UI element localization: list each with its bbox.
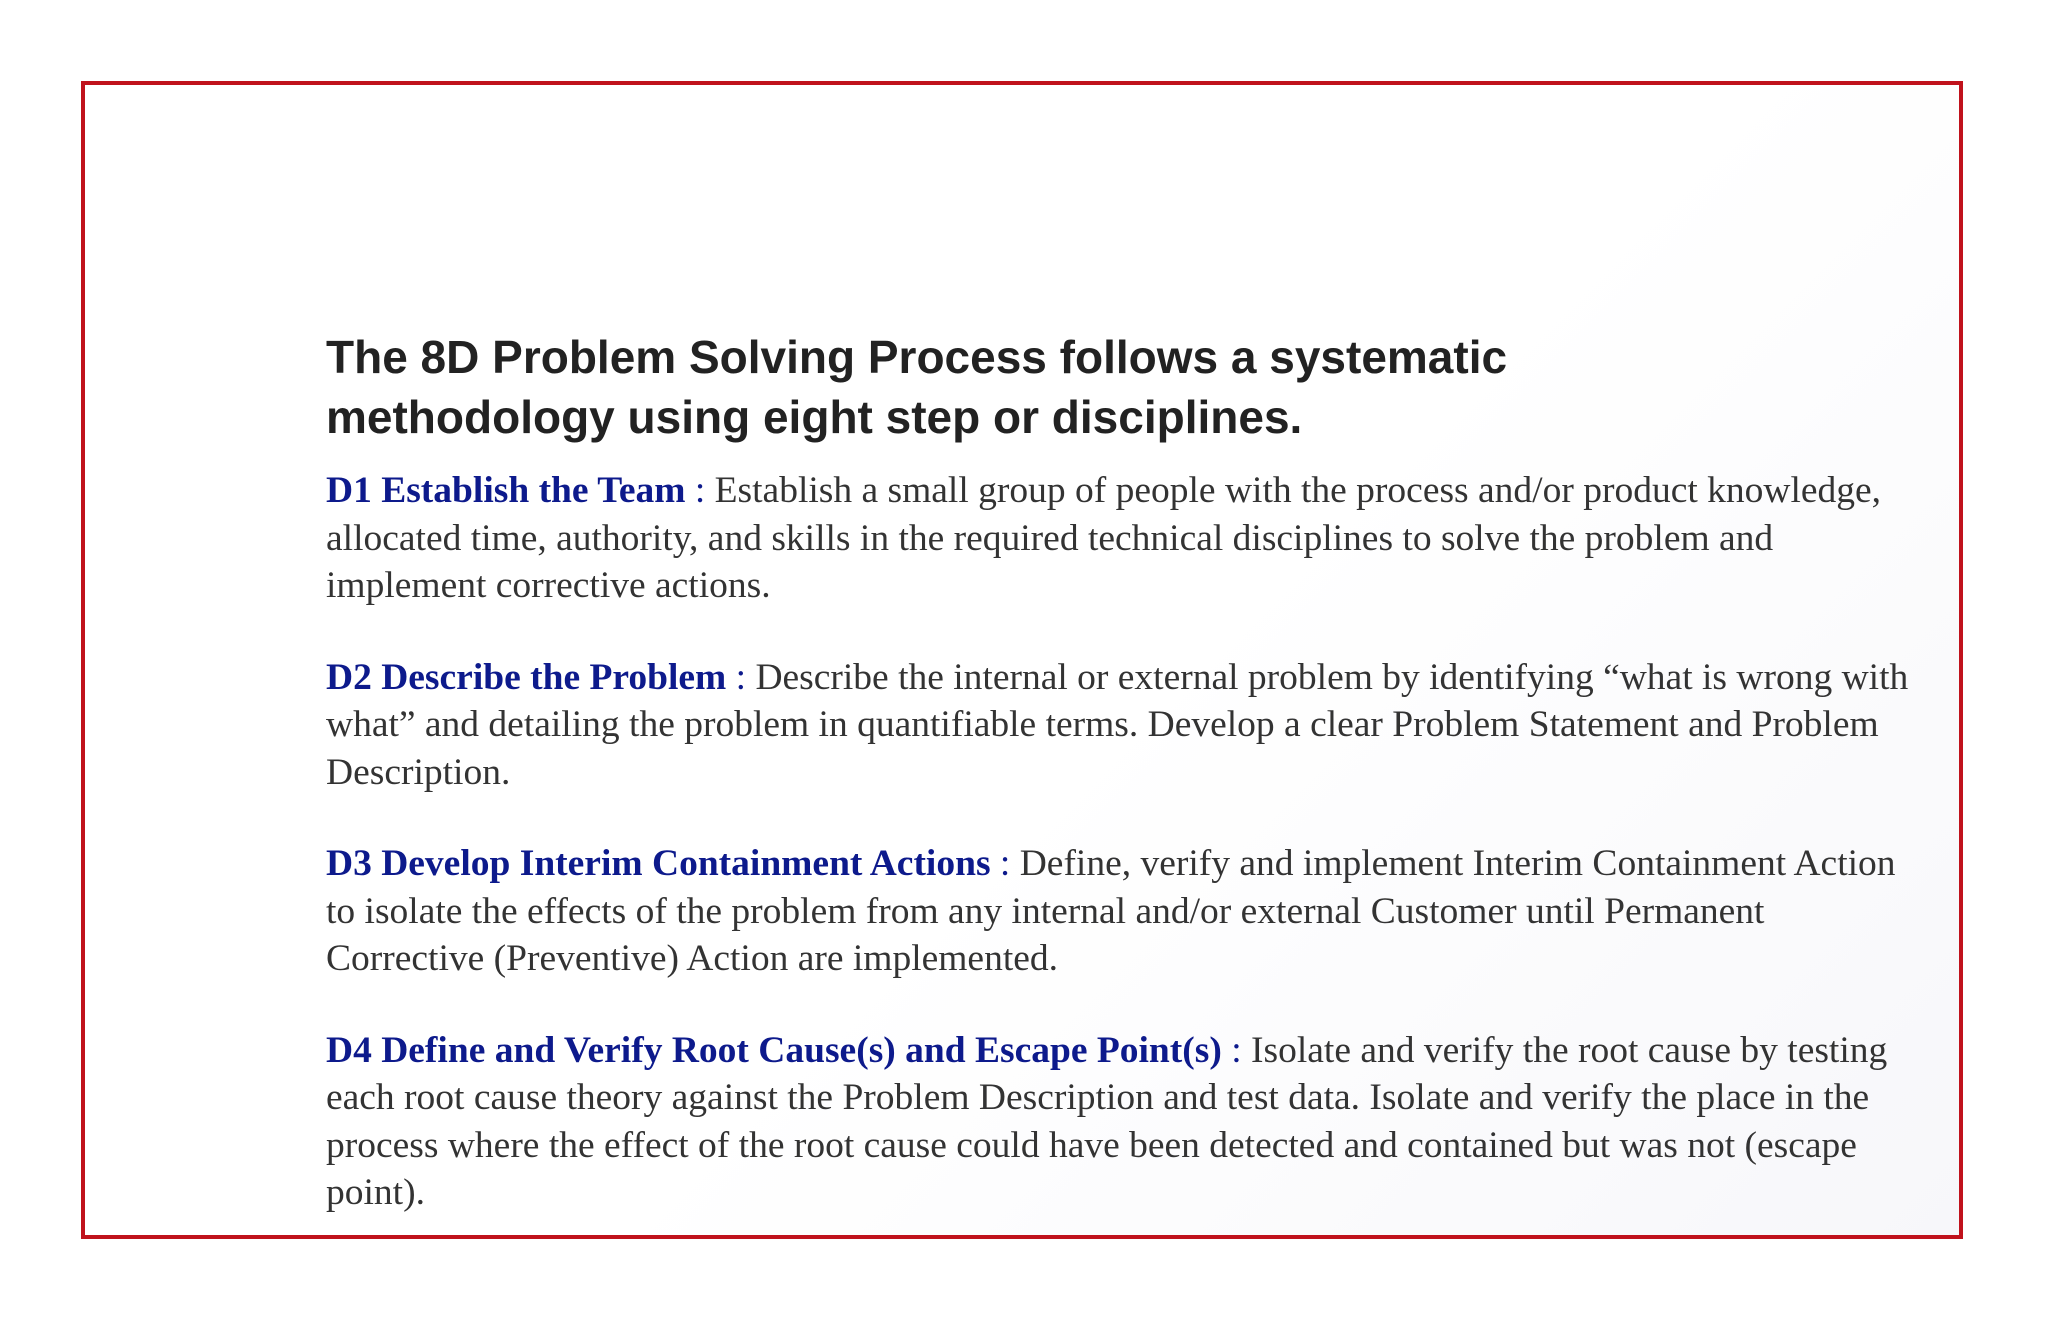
section-separator: : <box>990 843 1020 884</box>
section-d3 <box>326 840 1926 983</box>
section-text: Describe the internal or external problem by identifying “what is wrong with what” and detailing the problem in quantifiable terms. Develop a clear Problem Statement and Problem Description. <box>326 656 1909 793</box>
section-text: Establish a small group of people with the process and/or product knowledge, allocated time, authority, and skills in the required technical disciplines to solve the problem and implement corrective actions. <box>326 470 1882 606</box>
section-text: Isolate and verify the root cause by testing each root cause theory against the Problem Description and test data. Isolate and verify the place in the process where the effect of the root cause could have been detected and contained but was not (escape point). <box>326 1029 1888 1213</box>
section-term: D2 Describe the Problem <box>326 656 727 698</box>
section-term: D4 Define and Verify Root Cause(s) and Escape Point(s) <box>326 1029 1222 1071</box>
page-title: The 8D Problem Solving Process follows a systematic methodology using eight step or disciplines. <box>326 331 1508 443</box>
section-d1 <box>326 467 1926 610</box>
section-separator: : <box>726 656 756 698</box>
section-term: D1 Establish the Team <box>326 470 686 511</box>
section-separator: : <box>685 470 715 511</box>
section-d2 <box>326 654 1926 797</box>
section-separator: : <box>1221 1029 1252 1071</box>
section-term: D3 Develop Interim Containment Actions <box>326 843 991 884</box>
section-text: Define, verify and implement Interim Containment Action to isolate the effects of the problem from any internal and/or external Customer until Permanent Corrective (Preventive) Action are implemented. <box>326 843 1896 979</box>
content-frame <box>81 81 1963 1239</box>
content-area <box>326 327 1926 1217</box>
section-d4 <box>326 1027 1926 1217</box>
